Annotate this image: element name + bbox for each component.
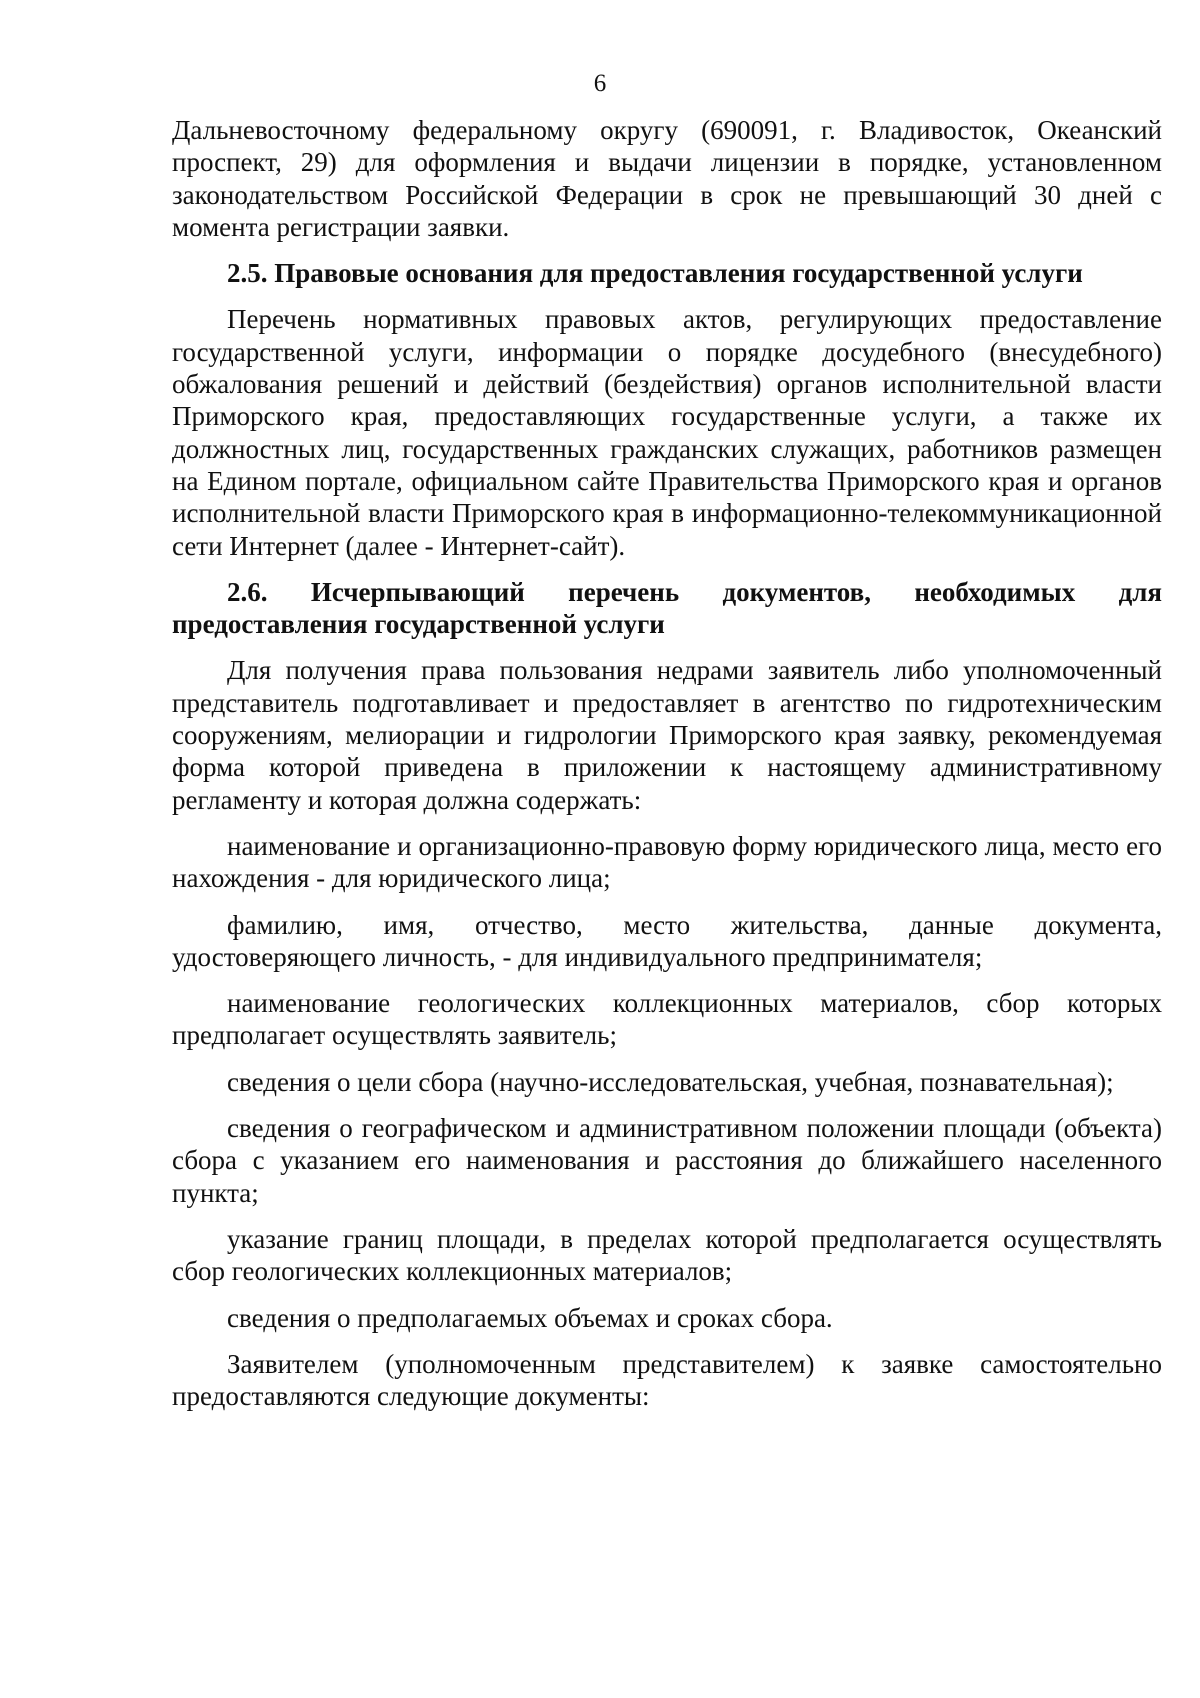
section-2-6-closing: Заявителем (уполномоченным представителем) к заявке самостоятельно предоставляются следующие документы: xyxy=(172,1348,1162,1412)
section-2-5-paragraph: Перечень нормативных правовых актов, регулирующих предоставление государственной услуги, информации о порядке досудебного (внесудебного) обжалования решений и действий (бездействия) органов исполнительной власти Приморского края, предоставляющих государственные услуги, а также их должностных лиц, государственных гражданских служащих, работников размещен на Едином портале, официальном сайте Правительства Приморского края и органов исполнительной власти Приморского края в информационно-телекоммуникационной сети Интернет (далее - Интернет-сайт). xyxy=(172,304,1162,561)
list-item: сведения о географическом и административном положении площади (объекта) сбора с указанием его наименования и расстояния до ближайшего населенного пункта; xyxy=(172,1113,1162,1208)
list-item: сведения о предполагаемых объемах и сроках сбора. xyxy=(227,1302,833,1333)
list-item: сведения о цели сбора (научно-исследовательская, учебная, познавательная); xyxy=(227,1066,1114,1097)
section-2-6-heading: 2.6. Исчерпывающий перечень документов, необходимых для предоставления государственной услуги xyxy=(172,576,1162,640)
page-number: 6 xyxy=(593,70,607,97)
section-2-5-heading: 2.5. Правовые основания для предоставления государственной услуги xyxy=(227,258,1083,289)
list-item: фамилию, имя, отчество, место жительства, данные документа, удостоверяющего личность, - для индивидуального предпринимателя; xyxy=(172,909,1162,972)
list-item: указание границ площади, в пределах которой предполагается осуществлять сбор геологических коллекционных материалов; xyxy=(172,1223,1162,1287)
list-item: наименование и организационно-правовую форму юридического лица, место его нахождения - для юридического лица; xyxy=(172,830,1162,894)
section-2-6-intro: Для получения права пользования недрами заявитель либо уполномоченный представитель подготавливает и предоставляет в агентство по гидротехническим сооружениям, мелиорации и гидрологии Приморского края заявку, рекомендуемая форма которой приведена в приложении к настоящему административному регламенту и которая должна содержать: xyxy=(172,655,1162,815)
document-body xyxy=(172,114,1162,1412)
intro-paragraph: Дальневосточному федеральному округу (690091, г. Владивосток, Океанский проспект, 29) для оформления и выдачи лицензии в порядке, установленном законодательством Российской Федерации в срок не превышающий 30 дней с момента регистрации заявки. xyxy=(172,115,1162,242)
list-item: наименование геологических коллекционных материалов, сбор которых предполагает осуществлять заявитель; xyxy=(172,988,1162,1051)
